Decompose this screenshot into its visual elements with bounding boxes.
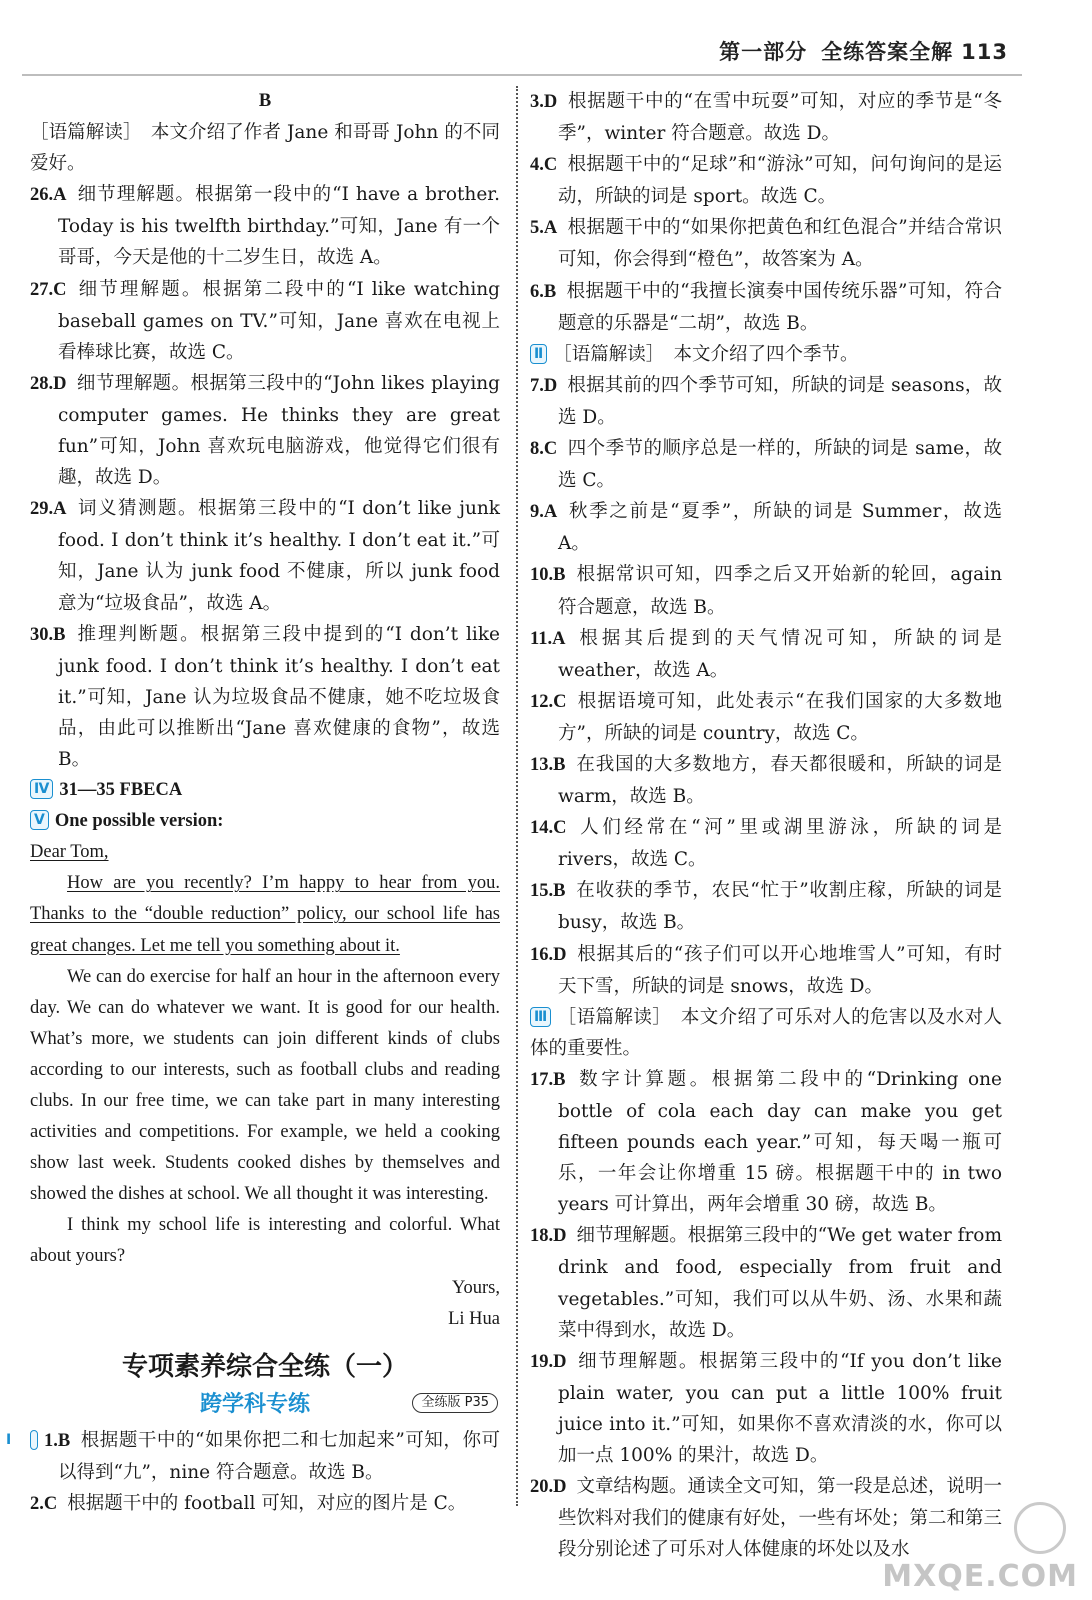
answer-explanation: 细节理解题。根据第一段中的“I have a brother. Today is his twelfth birthday.”可知，Jane 有一个哥哥，今天是他的十二岁生日，故选 A。 [58,184,500,269]
answer-explanation: 推理判断题。根据第三段中提到的“I don’t like junk food. I don’t think it’s healthy. I don’t eat it.”可知，Jane 认为垃圾食品不健康，她不吃垃圾食品，由此可以推断出“Jane 喜欢健康的食物”，故选 B。 [58,623,500,770]
answer-number: 18.D [530,1226,567,1247]
answer-item [530,812,1002,875]
page-number: 113 [961,40,1008,64]
answer-number: 9.A [530,502,558,523]
watermark-logo-icon [1014,1502,1066,1554]
answer-number: 4.C [530,155,558,176]
answer-number: 5.A [530,218,558,239]
answer-item [530,875,1002,938]
answer-number: 10.B [530,565,566,586]
answer-explanation: 根据语境可知，此处表示“在我们国家的大多数地方”，所缺的词是 country，故选 C。 [558,690,1002,744]
answer-number: 29.A [30,499,67,520]
answer-explanation: 在我国的大多数地方，春天都很暖和，所缺的词是 warm，故选 B。 [558,753,1002,808]
answer-item [530,623,1002,686]
answer-number: 15.B [530,881,566,902]
answer-explanation: 根据其前的四个季节可知，所缺的词是 seasons，故选 D。 [558,374,1002,428]
answer-explanation: 根据其后的“孩子们可以开心地堆雪人”可知，有时天下雪，所缺的词是 snows，故选 D。 [558,943,1002,997]
answer-explanation: 人们经常在“河”里或湖里游泳，所缺的词是 rivers，故选 C。 [558,817,1002,871]
answer-number: 6.B [530,281,557,302]
section-badge: Ⅴ [30,810,49,830]
answer-explanation: 数字计算题。根据第二段中的“Drinking one bottle of cola each day can make you get fifteen pounds each year.”可知，每天喝一瓶可乐，一年会让你增重 15 磅。根据题干中的 in two years 可计算出，两年会增重 30 磅，故选 B。 [558,1068,1002,1216]
left-column [6,86,500,1520]
answer-item [30,619,500,775]
answer-number: 28.D [30,373,67,394]
answer-item [530,212,1002,275]
answer-number: 16.D [530,944,567,965]
passage-label: B [258,91,272,111]
answer-number: 1.B [44,1430,71,1451]
answer-number: 8.C [530,439,558,460]
answer-explanation: 细节理解题。根据第三段中的“If you don’t like plain water, you can put a little 100% fruit juice into it.”可知，如果你不喜欢清淡的水，你可以加一点 100% 的果汁，故选 D。 [558,1350,1002,1467]
letter-greeting: Dear Tom, [30,842,109,863]
running-head [719,36,1008,66]
section-5-text: One possible version: [54,811,224,832]
answer-item [30,493,500,618]
answer-explanation: 细节理解题。根据第二段中的“I like watching baseball games on TV.”可知，Jane 喜欢在电视上看棒球比赛，故选 C。 [58,278,500,363]
answer-number: 12.C [530,691,567,712]
right-column [530,86,1002,1565]
header-rule [22,74,1022,76]
answer-explanation: 四个季节的顺序总是一样的，所缺的词是 same，故选 C。 [558,438,1002,492]
letter-paragraph [30,868,500,961]
answer-explanation: 秋季之前是“夏季”，所缺的词是 Summer，故选 A。 [558,501,1002,555]
answer-item [530,686,1002,749]
column-divider [516,86,518,1506]
answer-explanation: 根据其后提到的天气情况可知，所缺的词是 weather，故选 A。 [558,627,1002,681]
answer-item [530,1346,1002,1471]
answer-item [6,1425,500,1488]
answer-number: 27.C [30,279,67,300]
section-title: 专项素养综合全练（一） [121,1351,408,1382]
answer-explanation: 词义猜测题。根据第三段中的“I don’t like junk food. I don’t think it’s healthy. I don’t eat it.”可知，Jane 认为 junk food 不健康，所以 junk food 意为“垃圾食品”，故选 A。 [58,498,500,614]
letter-signature: Li Hua [448,1308,500,1329]
answer-item [30,1488,500,1520]
section-2-text: ［语篇解读］ 本文介绍了四个季节。 [553,343,859,365]
section-badge: Ⅲ [530,1007,551,1027]
answer-number: 26.A [30,185,67,206]
watermark: MXQE.COM [882,1559,1078,1594]
page-header [0,0,1092,78]
page-reference-tag: 全练版 P35 [412,1393,498,1413]
section-4-answers [30,775,500,806]
answer-explanation: 根据题干中的 football 可知，对应的图片是 C。 [67,1492,467,1514]
answer-number: 2.C [30,1493,58,1514]
answer-number: 20.D [530,1477,567,1498]
answer-explanation: 根据题干中的“我擅长演奏中国传统乐器”可知，符合题意的乐器是“二胡”，故选 B。 [558,280,1002,334]
answer-item [30,274,500,368]
header-section: 第一部分 [719,40,808,64]
section-badge: Ⅳ [30,779,53,799]
answer-explanation: 根据常识可知，四季之后又开始新的轮回，again 符合题意，故选 B。 [558,564,1002,618]
answer-explanation: 根据题干中的“如果你把黄色和红色混合”并结合常识可知，你会得到“橙色”，故答案为 A。 [558,217,1002,271]
section-4-text: 31—35 FBECA [59,780,183,801]
header-title: 全练答案全解 [821,40,954,64]
answer-number: 19.D [530,1351,567,1372]
answer-number: 11.A [530,628,566,649]
answer-item [530,939,1002,1002]
section-5-heading [30,806,500,837]
letter-closing: Yours, [452,1277,500,1298]
answer-explanation: 在收获的季节，农民“忙于”收割庄稼，所缺的词是 busy，故选 B。 [558,880,1002,934]
answer-item [30,368,500,493]
section-2-intro [530,339,1002,370]
answer-explanation: 根据题干中的“如果你把二和七加起来”可知，你可以得到“九”，nine 符合题意。故选 B。 [58,1429,500,1483]
answer-item [530,749,1002,812]
answer-number: 30.B [30,624,66,645]
answer-item [530,86,1002,149]
answer-item [530,496,1002,559]
answer-number: 3.D [530,92,558,112]
sample-letter [30,837,500,1335]
answer-item [530,1220,1002,1345]
passage-intro: ［语篇解读］ 本文介绍了作者 Jane 和哥哥 John 的不同爱好。 [30,122,500,175]
section-3-text: ［语篇解读］ 本文介绍了可乐对人的危害以及水对人体的重要性。 [530,1006,1002,1059]
answer-item [530,559,1002,622]
answer-explanation: 细节理解题。根据第三段中的“We get water from drink and food, especially from fruit and vegetables.”可知，我们可以从牛奶、汤、水果和蔬菜中得到水，故选 D。 [558,1225,1002,1341]
subsection-row [30,1387,500,1425]
letter-paragraph: We can do exercise for half an hour in the afternoon every day. We can do whatever we want. It is good for our health. What’s more, we students can join different kinds of clubs according to our interests, such as football clubs and reading clubs. In our free time, we can take part in many interesting activities and competitions. For example, we held a cooking show last week. Students cooked dishes by themselves and showed the dishes at school. We all thought it was interesting. [30,966,500,1205]
answer-explanation: 根据题干中的“足球”和“游泳”可知，问句询问的是运动，所缺的词是 sport。故选 C。 [558,154,1002,208]
answer-item [30,179,500,273]
answer-item [530,433,1002,496]
answer-number: 13.B [530,754,566,775]
section-3-intro [530,1002,1002,1064]
letter-paragraph-text: How are you recently? I’m happy to hear from you. Thanks to the “double reduction” policy, our school life has great changes. Let me tell you something about it. [30,873,500,956]
answer-number: 17.B [530,1069,566,1090]
section-badge: Ⅱ [530,344,547,364]
answer-explanation: 文章结构题。通读全文可知，第一段是总述，说明一些饮料对我们的健康有好处，一些有坏处；第二和第三段分别论述了可乐对人体健康的坏处以及水 [558,1476,1003,1561]
answer-number: 14.C [530,818,567,839]
answer-item [530,149,1002,212]
answer-number: 7.D [530,375,558,396]
answer-explanation: 细节理解题。根据第三段中的“John likes playing computer games. He thinks they are great fun”可知，John 喜欢玩电脑游戏，他觉得它们很有趣，故选 D。 [58,372,500,489]
answer-explanation: 根据题干中的“在雪中玩耍”可知，对应的季节是“冬季”，winter 符合题意。故选 D。 [558,91,1002,145]
answer-item [530,370,1002,433]
answer-item [530,276,1002,339]
letter-paragraph: I think my school life is interesting and colorful. What about yours? [30,1215,500,1267]
answer-item [530,1064,1002,1220]
answer-item [530,1471,1002,1565]
section-badge: Ⅰ [30,1430,38,1450]
subsection-title: 跨学科专练 [200,1391,311,1417]
